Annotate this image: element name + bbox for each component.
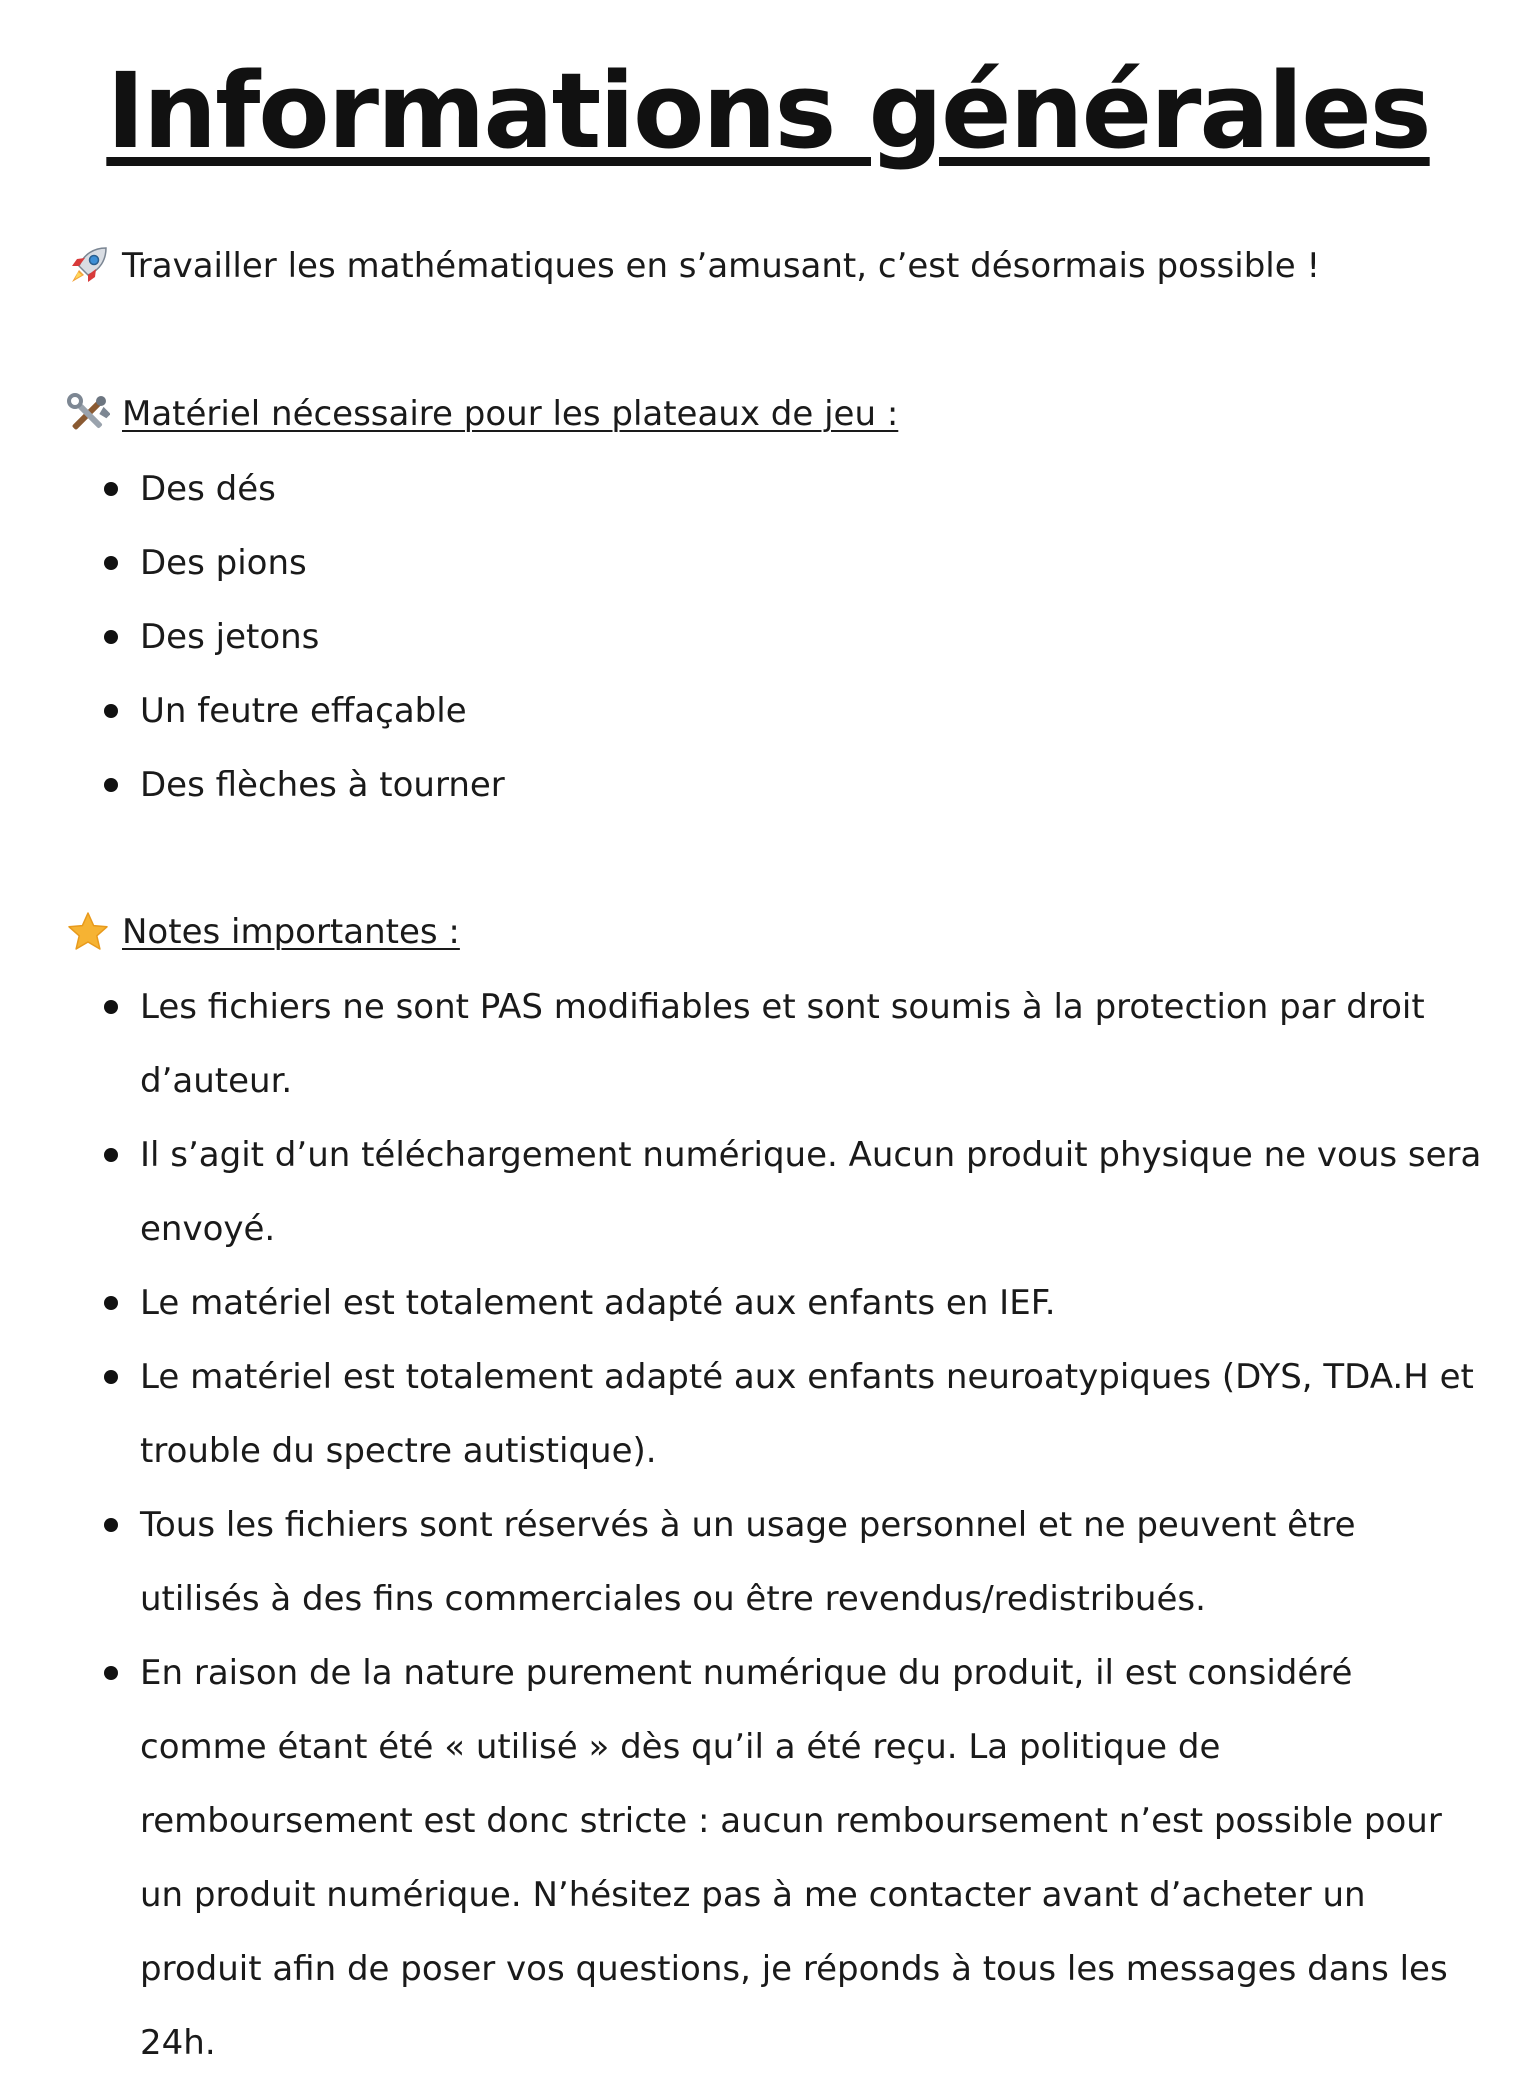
- bullet: [104, 1000, 118, 1014]
- bullet: [104, 1296, 118, 1310]
- materials-heading-line: [66, 392, 898, 436]
- bullet: [104, 778, 118, 792]
- materials-list: [104, 452, 1484, 822]
- rocket-icon: [66, 244, 110, 288]
- bullet: [104, 1370, 118, 1384]
- bullet: [104, 556, 118, 570]
- bullet: [104, 1518, 118, 1532]
- star-icon: [66, 910, 110, 954]
- list-item: Les fichiers ne sont PAS modifiables et sont soumis à la protection par droit d’auteur.: [104, 970, 1484, 1118]
- bullet: [104, 704, 118, 718]
- tools-icon: [66, 392, 110, 436]
- notes-heading: Notes importantes :: [122, 912, 460, 952]
- list-item: Des dés: [104, 452, 1484, 526]
- list-item: Tous les fichiers sont réservés à un usage personnel et ne peuvent être utilisés à des fins commerciales ou être revendus/redistribués.: [104, 1488, 1484, 1636]
- bullet: [104, 630, 118, 644]
- list-item: Le matériel est totalement adapté aux enfants neuroatypiques (DYS, TDA.H et trouble du spectre autistique).: [104, 1340, 1484, 1488]
- bullet: [104, 482, 118, 496]
- intro-line: [66, 244, 1320, 288]
- list-item: Il s’agit d’un téléchargement numérique. Aucun produit physique ne vous sera envoyé.: [104, 1118, 1484, 1266]
- list-item: Des jetons: [104, 600, 1484, 674]
- list-item: Des flèches à tourner: [104, 748, 1484, 822]
- list-item: Le matériel est totalement adapté aux enfants en IEF.: [104, 1266, 1484, 1340]
- notes-heading-line: [66, 910, 460, 954]
- materials-heading: Matériel nécessaire pour les plateaux de jeu :: [122, 394, 899, 434]
- list-item: Un feutre effaçable: [104, 674, 1484, 748]
- list-item: Des pions: [104, 526, 1484, 600]
- intro-text: Travailler les mathématiques en s’amusant, c’est désormais possible !: [122, 246, 1321, 286]
- bullet: [104, 1148, 118, 1162]
- list-item: En raison de la nature purement numérique du produit, il est considéré comme étant été « utilisé » dès qu’il a été reçu. La politique de remboursement est donc stricte : aucun remboursement n’est possible pour un produit numérique. N’hésitez pas à me contacter avant d’acheter un produit afin de poser vos questions, je réponds à tous les messages dans les 24h.: [104, 1636, 1484, 2080]
- bullet: [104, 1666, 118, 1680]
- notes-list: [104, 970, 1484, 2080]
- page-title: Informations générales: [106, 50, 1430, 172]
